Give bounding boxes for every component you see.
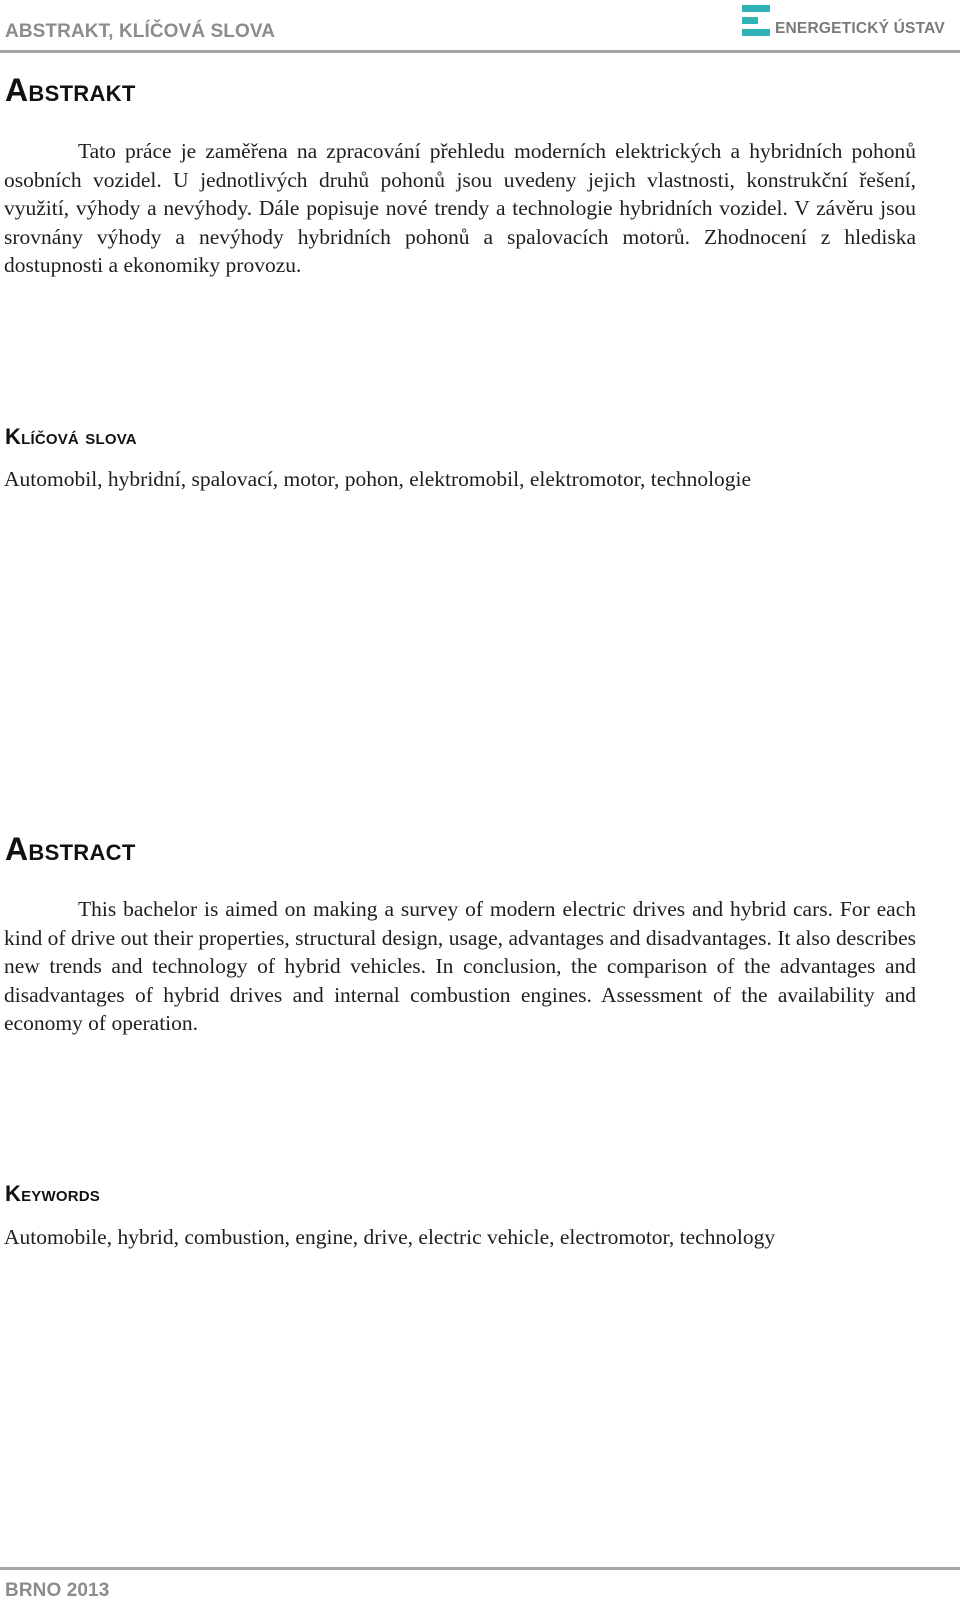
abstrakt-text: Tato práce je zaměřena na zpracování přehledu moderních elektrických a hybridních pohonů osobních vozidel. U jednotlivých druhů pohonů jsou uvedeny jejich vlastnosti, konstrukční řešení, využití, výhody a nevýhody. Dále popisuje nové trendy a technologie hybridních vozidel. V závěru jsou srovnány výhody a nevýhody hybridních pohonů a spalovacích motorů. Zhodnocení z hlediska dostupnosti a ekonomiky provozu. [4,139,916,278]
footer-text: BRNO 2013 [5,1580,110,1601]
institute-logo [742,5,952,41]
abstract-heading: Abstract [5,831,136,867]
keywords-text: Automobile, hybrid, combustion, engine, drive, electric vehicle, electromotor, technology [4,1225,776,1249]
header-title: ABSTRAKT, KLÍČOVÁ SLOVA [5,21,276,42]
footer-divider [0,1567,960,1570]
logo-text: ENERGETICKÝ ÚSTAV [775,20,945,37]
page-header [0,0,960,56]
abstract-text: This bachelor is aimed on making a survey of modern electric drives and hybrid cars. For each kind of drive out their properties, structural design, usage, advantages and disadvantages. It also describes new trends and technology of hybrid vehicles. In conclusion, the comparison of the advantages and disadvantages of hybrid drives and internal combustion engines. Assessment of the availability and economy of operation. [4,897,916,1036]
institute-logo-icon [742,5,770,37]
header-divider [0,50,960,53]
klicova-slova-heading: Klíčová slova [5,424,137,449]
keywords-heading: Keywords [5,1181,100,1206]
klicova-slova-text: Automobil, hybridní, spalovací, motor, pohon, elektromobil, elektromotor, technologie [4,467,752,491]
abstrakt-heading: Abstrakt [5,72,136,108]
